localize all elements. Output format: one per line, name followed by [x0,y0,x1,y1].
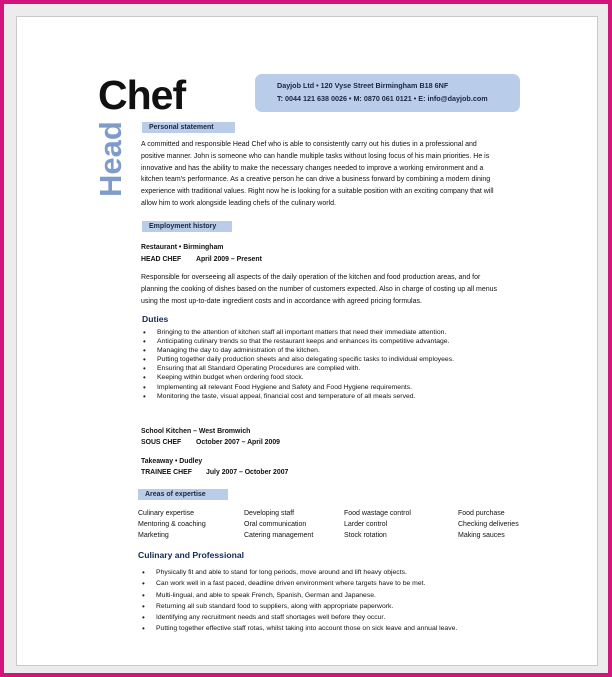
duties-list [143,328,454,401]
culinary-list [142,567,457,635]
list-item: • Keeping within budget when ordering food stock. [143,373,454,382]
list-item: • Returning all sub standard food to suppliers, along with appropriate paperwork. [142,601,457,612]
text-line: planning the cooking of dishes based on the number of customers expected. Also in charge of costing up all menus [141,285,498,293]
text-line: positive manner. John is someone who can handle multiple tasks without losing focus of his main priorities. He is [141,152,490,160]
skill-item: Food purchase [458,510,505,517]
title-chef: Chef [98,72,186,118]
job2-title-line [141,439,280,446]
list-item: • Monitoring the taste, visual appeal, financial cost and temperature of all meals served. [143,392,454,401]
skill-item: Stock rotation [344,532,387,539]
skill-item: Marketing [138,532,169,539]
skill-item: Mentoring & coaching [138,521,206,528]
text-line: allow him to work alongside leading chefs of the culinary world. [141,199,336,207]
skill-item: Developing staff [244,510,295,517]
list-item: • Putting together daily production sheets and also delegating specific tasks to individual employees. [143,355,454,364]
list-item: • Multi-lingual, and able to speak French, Spanish, German and Japanese. [142,590,457,601]
skill-item: Oral communication [244,521,307,528]
culinary-heading: Culinary and Professional [138,550,245,560]
contact-address: Dayjob Ltd • 120 Vyse Street Birmingham B18 6NF [277,81,449,90]
job2-title: SOUS CHEF [141,439,182,446]
skill-item: Checking deliveries [458,521,519,528]
text-line: experience with traditional values. Right now he is looking for a suitable position with an exciting company that will [141,188,494,196]
job3-title: TRAINEE CHEF [141,469,192,476]
list-item: • Can work well in a fast paced, deadline driven environment where targets have to be met. [142,578,457,589]
contact-phone-email: T: 0044 121 638 0026 • M: 0870 061 0121 • E: info@dayjob.com [277,94,488,103]
duties-heading: Duties [142,314,169,324]
list-item: • Implementing all relevant Food Hygiene and Safety and Food Hygiene requirements. [143,383,454,392]
skill-item: Catering management [244,532,314,539]
skill-item: Larder control [344,521,388,528]
job3-dates: July 2007 – October 2007 [206,469,289,476]
list-item: • Physically fit and able to stand for long periods, move around and lift heavy objects. [142,567,457,578]
skill-item: Food wastage control [344,510,411,517]
text-line: Responsible for overseeing all aspects of the daily operation of the kitchen and food production areas, and for [141,274,481,281]
text-line: innovative and has the ability to make the necessary changes needed to improve a working environment and a [141,164,484,172]
title-head-vertical: Head [93,121,128,197]
text-line: using the most up-to-date ingredient costs and in accordance with agreed pricing formulas. [141,297,422,305]
job2-dates: October 2007 – April 2009 [196,439,281,446]
job1-summary [141,272,581,307]
resume-page [16,16,598,666]
job1-title: HEAD CHEF [141,256,182,263]
skill-item: Making sauces [458,532,505,539]
list-item: • Putting together effective staff rotas, whilst taking into account those on sick leave and annual leave. [142,623,457,634]
job2-employer: School Kitchen – West Bromwich [141,428,251,435]
list-item: • Managing the day to day administration of the kitchen. [143,346,454,355]
job1-employer: Restaurant • Birmingham [141,244,224,251]
personal-statement-label: Personal statement [142,122,235,133]
contact-box [255,74,520,112]
job1-dates: April 2009 – Present [196,256,262,263]
areas-of-expertise-label: Areas of expertise [138,489,228,500]
job3-title-line [141,469,288,476]
skill-item: Culinary expertise [138,510,195,517]
text-line: A committed and responsible Head Chef who is able to consistently carry out his duties in a professional and [141,141,477,148]
list-item: • Bringing to the attention of kitchen staff all important matters that need their immediate attention. [143,328,454,337]
text-line: kitchen team's performance. As a creative person he can drive a business forward by combining a modern dining [141,176,491,184]
list-item: • Anticipating culinary trends so that the restaurant keeps and enhances its competitive advantage. [143,337,454,346]
job1-title-line [141,256,262,263]
personal-statement-text [141,139,581,210]
job3-employer: Takeaway • Dudley [141,458,203,465]
list-item: • Identifying any recruitment needs and staff shortages well before they occur. [142,612,457,623]
employment-history-label: Employment history [142,221,232,232]
list-item: • Ensuring that all Standard Operating Procedures are complied with. [143,364,454,373]
